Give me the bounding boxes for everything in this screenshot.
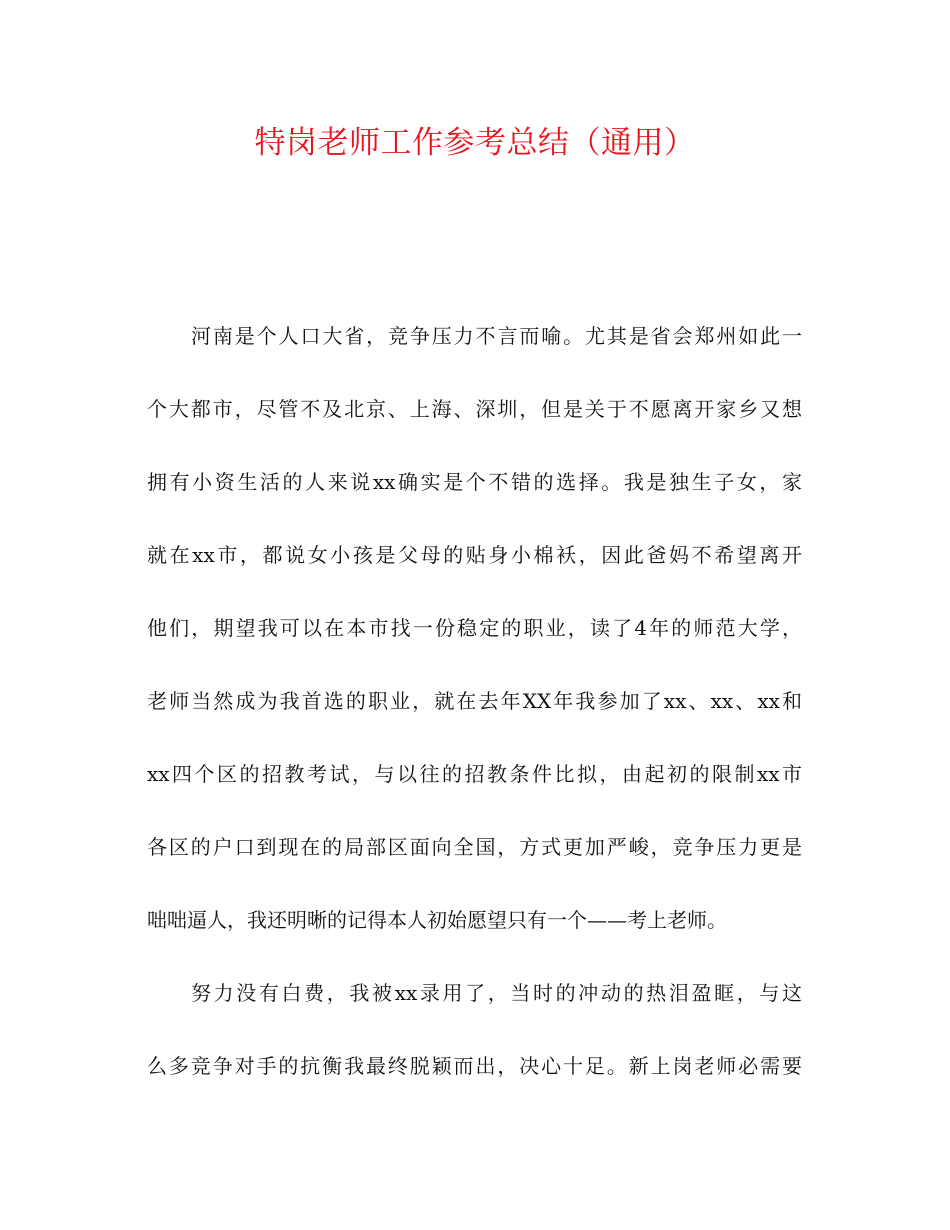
document-body [147, 313, 802, 1116]
body-line: 他们，期望我可以在本市找一份稳定的职业，读了4年的师范大学， [147, 616, 802, 640]
document-title: 特岗老师工作参考总结（通用） [254, 125, 696, 161]
body-line: 努力没有白费，我被xx录用了，当时的冲动的热泪盈眶，与这 [191, 981, 802, 1005]
body-line: 老师当然成为我首选的职业，就在去年XX年我参加了xx、xx、xx和 [147, 689, 802, 713]
body-line: 咄咄逼人，我还明晰的记得本人初始愿望只有一个——考上老师。 [147, 908, 727, 932]
body-line: xx四个区的招教考试，与以往的招教条件比拟，由起初的限制xx市 [147, 762, 802, 786]
body-line: 么多竞争对手的抗衡我最终脱颖而出，决心十足。新上岗老师必需要 [147, 1054, 802, 1078]
body-line: 河南是个人口大省，竞争压力不言而喻。尤其是省会郑州如此一 [191, 324, 802, 348]
body-line: 就在xx市，都说女小孩是父母的贴身小棉袄，因此爸妈不希望离开 [147, 543, 802, 567]
body-line: 拥有小资生活的人来说xx确实是个不错的选择。我是独生子女，家 [147, 470, 802, 494]
body-line: 个大都市，尽管不及北京、上海、深圳，但是关于不愿离开家乡又想 [147, 397, 802, 421]
body-line: 各区的户口到现在的局部区面向全国，方式更加严峻，竞争压力更是 [147, 835, 802, 859]
